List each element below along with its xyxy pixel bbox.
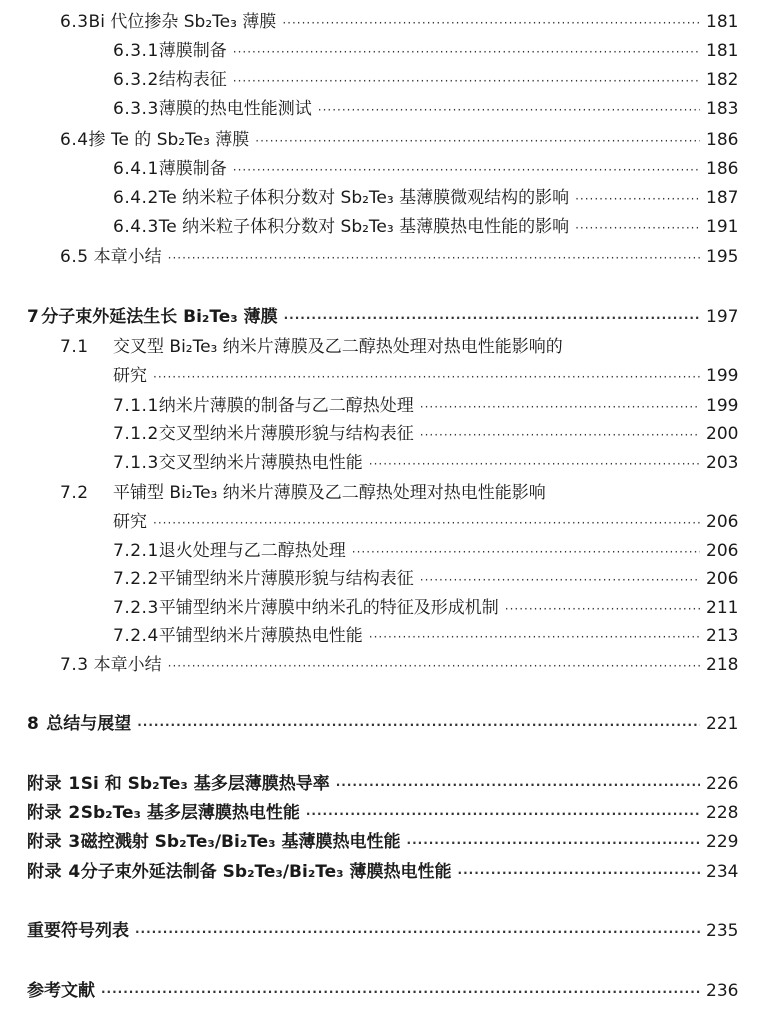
toc-entry[interactable]	[60, 130, 739, 151]
toc-entry[interactable]	[113, 424, 739, 445]
toc-entry[interactable]	[113, 598, 739, 619]
toc-entry-page: 226	[706, 774, 739, 794]
toc-entry[interactable]	[27, 307, 739, 328]
toc-entry-title: 交叉型 Bi₂Te₃ 纳米片薄膜及乙二醇热处理对热电性能影响的	[113, 337, 563, 357]
toc-entry[interactable]	[113, 626, 739, 647]
dot-leader	[233, 160, 700, 180]
toc-entry-title: 重要符号列表	[27, 921, 129, 941]
toc-entry[interactable]	[113, 512, 739, 533]
toc-entry[interactable]	[113, 569, 739, 590]
toc-entry[interactable]	[113, 188, 739, 209]
dot-leader	[420, 570, 700, 590]
toc-entry-page: 191	[706, 217, 739, 237]
toc-entry-title: Bi 代位掺杂 Sb₂Te₃ 薄膜	[88, 12, 277, 32]
toc-entry-page: 234	[706, 862, 739, 882]
toc-entry-number: 8	[27, 714, 40, 734]
toc-entry-page: 235	[706, 921, 739, 941]
toc-entry[interactable]	[113, 41, 739, 62]
toc-entry-page: 181	[706, 12, 739, 32]
toc-entry[interactable]	[113, 70, 739, 91]
toc-entry[interactable]	[27, 714, 739, 735]
toc-entry-page: 182	[706, 70, 739, 90]
toc-entry-title: 磁控溅射 Sb₂Te₃/Bi₂Te₃ 基薄膜热电性能	[80, 832, 401, 852]
toc-entry-page: 206	[706, 569, 739, 589]
toc-entry-number: 7.2.1	[113, 541, 159, 561]
dot-leader	[420, 425, 700, 445]
toc-entry-number: 6.4.2	[113, 188, 159, 208]
toc-entry-page: 221	[706, 714, 739, 734]
dot-leader	[575, 189, 700, 209]
toc-entry-title: 交叉型纳米片薄膜形貌与结构表征	[158, 424, 414, 444]
toc-entry-title: Te 纳米粒子体积分数对 Sb₂Te₃ 基薄膜微观结构的影响	[158, 188, 570, 208]
dot-leader	[318, 100, 700, 120]
toc-entry-title: 掺 Te 的 Sb₂Te₃ 薄膜	[88, 130, 250, 150]
toc-entry-page: 186	[706, 130, 739, 150]
toc-entry-title: 分子束外延法生长 Bi₂Te₃ 薄膜	[41, 307, 278, 327]
dot-leader	[153, 367, 700, 387]
toc-entry-number: 6.3	[60, 12, 89, 32]
toc-entry-number: 7.2.2	[113, 569, 159, 589]
toc-entry-page: 203	[706, 453, 739, 473]
toc-entry[interactable]	[60, 247, 739, 268]
toc-entry-number: 附录 4	[27, 862, 81, 882]
toc-entry-number: 7	[27, 307, 40, 327]
toc-entry-title: 参考文献	[27, 981, 95, 1001]
toc-entry[interactable]	[60, 12, 739, 33]
toc-entry-page: 199	[706, 366, 739, 386]
dot-leader	[255, 131, 700, 151]
toc-entry-number: 附录 2	[27, 803, 81, 823]
toc-entry-page: 183	[706, 99, 739, 119]
toc-entry[interactable]	[60, 483, 736, 503]
toc-entry-title: 平铺型 Bi₂Te₃ 纳米片薄膜及乙二醇热处理对热电性能影响	[113, 483, 546, 503]
toc-entry[interactable]	[27, 774, 739, 795]
dot-leader	[369, 454, 700, 474]
toc-entry-number: 7.2	[60, 483, 89, 503]
dot-leader	[233, 71, 700, 91]
toc-entry-title: 研究	[113, 512, 147, 532]
toc-entry-page: 186	[706, 159, 739, 179]
dot-leader	[352, 542, 700, 562]
toc-entry[interactable]	[113, 396, 739, 417]
toc-entry-title: 研究	[113, 366, 147, 386]
toc-entry[interactable]	[60, 337, 736, 357]
toc-entry[interactable]	[27, 981, 739, 1002]
toc-entry-title: 薄膜制备	[158, 41, 227, 61]
toc-entry-page: 197	[706, 307, 739, 327]
toc-entry-number: 7.1	[60, 337, 89, 357]
toc-entry-title: 薄膜的热电性能测试	[158, 99, 312, 119]
dot-leader	[137, 715, 700, 735]
toc-entry-title: 分子束外延法制备 Sb₂Te₃/Bi₂Te₃ 薄膜热电性能	[80, 862, 452, 882]
toc-entry[interactable]	[113, 366, 739, 387]
toc-entry-title: Sb₂Te₃ 基多层薄膜热电性能	[80, 803, 300, 823]
toc-entry-page: 229	[706, 832, 739, 852]
toc-entry-page: 206	[706, 541, 739, 561]
dot-leader	[153, 513, 700, 533]
toc-entry-number: 7.2.4	[113, 626, 159, 646]
toc-entry-title: 平铺型纳米片薄膜形貌与结构表征	[158, 569, 414, 589]
toc-entry[interactable]	[113, 541, 739, 562]
toc-entry-page: 211	[706, 598, 739, 618]
dot-leader	[284, 308, 700, 328]
toc-entry-number: 7.1.2	[113, 424, 159, 444]
toc-entry-number: 7.2.3	[113, 598, 159, 618]
toc-entry-number: 7.1.1	[113, 396, 159, 416]
toc-entry-title: 平铺型纳米片薄膜中纳米孔的特征及形成机制	[158, 598, 499, 618]
toc-entry-page: 200	[706, 424, 739, 444]
dot-leader	[575, 218, 700, 238]
toc-entry-number: 附录 3	[27, 832, 81, 852]
toc-entry-page: 195	[706, 247, 739, 267]
toc-entry-number: 6.4	[60, 130, 89, 150]
toc-entry[interactable]	[60, 655, 739, 676]
toc-entry-title: 结构表征	[158, 70, 227, 90]
toc-entry-page: 181	[706, 41, 739, 61]
toc-entry-page: 213	[706, 626, 739, 646]
dot-leader	[168, 656, 700, 676]
toc-entry-page: 228	[706, 803, 739, 823]
toc-entry-page: 218	[706, 655, 739, 675]
toc-entry[interactable]	[113, 453, 739, 474]
toc-entry[interactable]	[27, 832, 739, 853]
dot-leader	[505, 599, 700, 619]
dot-leader	[336, 775, 700, 795]
toc-entry-number: 6.3.3	[113, 99, 159, 119]
toc-entry-page: 187	[706, 188, 739, 208]
toc-entry-title: 薄膜制备	[158, 159, 227, 179]
toc-entry-number: 6.4.1	[113, 159, 159, 179]
toc-entry-title: 纳米片薄膜的制备与乙二醇热处理	[158, 396, 414, 416]
toc-entry-title: 平铺型纳米片薄膜热电性能	[158, 626, 363, 646]
dot-leader	[306, 804, 700, 824]
dot-leader	[369, 627, 700, 647]
toc-entry-title: 交叉型纳米片薄膜热电性能	[158, 453, 363, 473]
toc-entry-number: 6.3.1	[113, 41, 159, 61]
toc-entry-number: 7.3	[60, 655, 89, 675]
dot-leader	[407, 833, 700, 853]
toc-entry-title: 总结与展望	[46, 714, 132, 734]
toc-entry-title: Si 和 Sb₂Te₃ 基多层薄膜热导率	[80, 774, 330, 794]
dot-leader	[282, 13, 700, 33]
toc-entry[interactable]	[27, 862, 739, 883]
toc-entry-title: 本章小结	[93, 655, 162, 675]
toc-entry[interactable]	[27, 921, 739, 942]
toc-entry[interactable]	[113, 99, 739, 120]
toc-entry-number: 6.3.2	[113, 70, 159, 90]
toc-entry-number: 6.4.3	[113, 217, 159, 237]
toc-entry-title: 退火处理与乙二醇热处理	[158, 541, 346, 561]
dot-leader	[233, 42, 700, 62]
toc-entry-number: 6.5	[60, 247, 89, 267]
toc-entry-title: 本章小结	[93, 247, 162, 267]
toc-entry[interactable]	[27, 803, 739, 824]
toc-entry-page: 236	[706, 981, 739, 1001]
dot-leader	[458, 863, 700, 883]
toc-entry-number: 附录 1	[27, 774, 81, 794]
toc-entry-number: 7.1.3	[113, 453, 159, 473]
dot-leader	[420, 397, 700, 417]
dot-leader	[101, 982, 700, 1002]
toc-entry-page: 199	[706, 396, 739, 416]
toc-entry-page: 206	[706, 512, 739, 532]
dot-leader	[168, 248, 700, 268]
dot-leader	[135, 922, 700, 942]
toc-entry[interactable]	[113, 159, 739, 180]
toc-entry-title: Te 纳米粒子体积分数对 Sb₂Te₃ 基薄膜热电性能的影响	[158, 217, 570, 237]
toc-entry[interactable]	[113, 217, 739, 238]
